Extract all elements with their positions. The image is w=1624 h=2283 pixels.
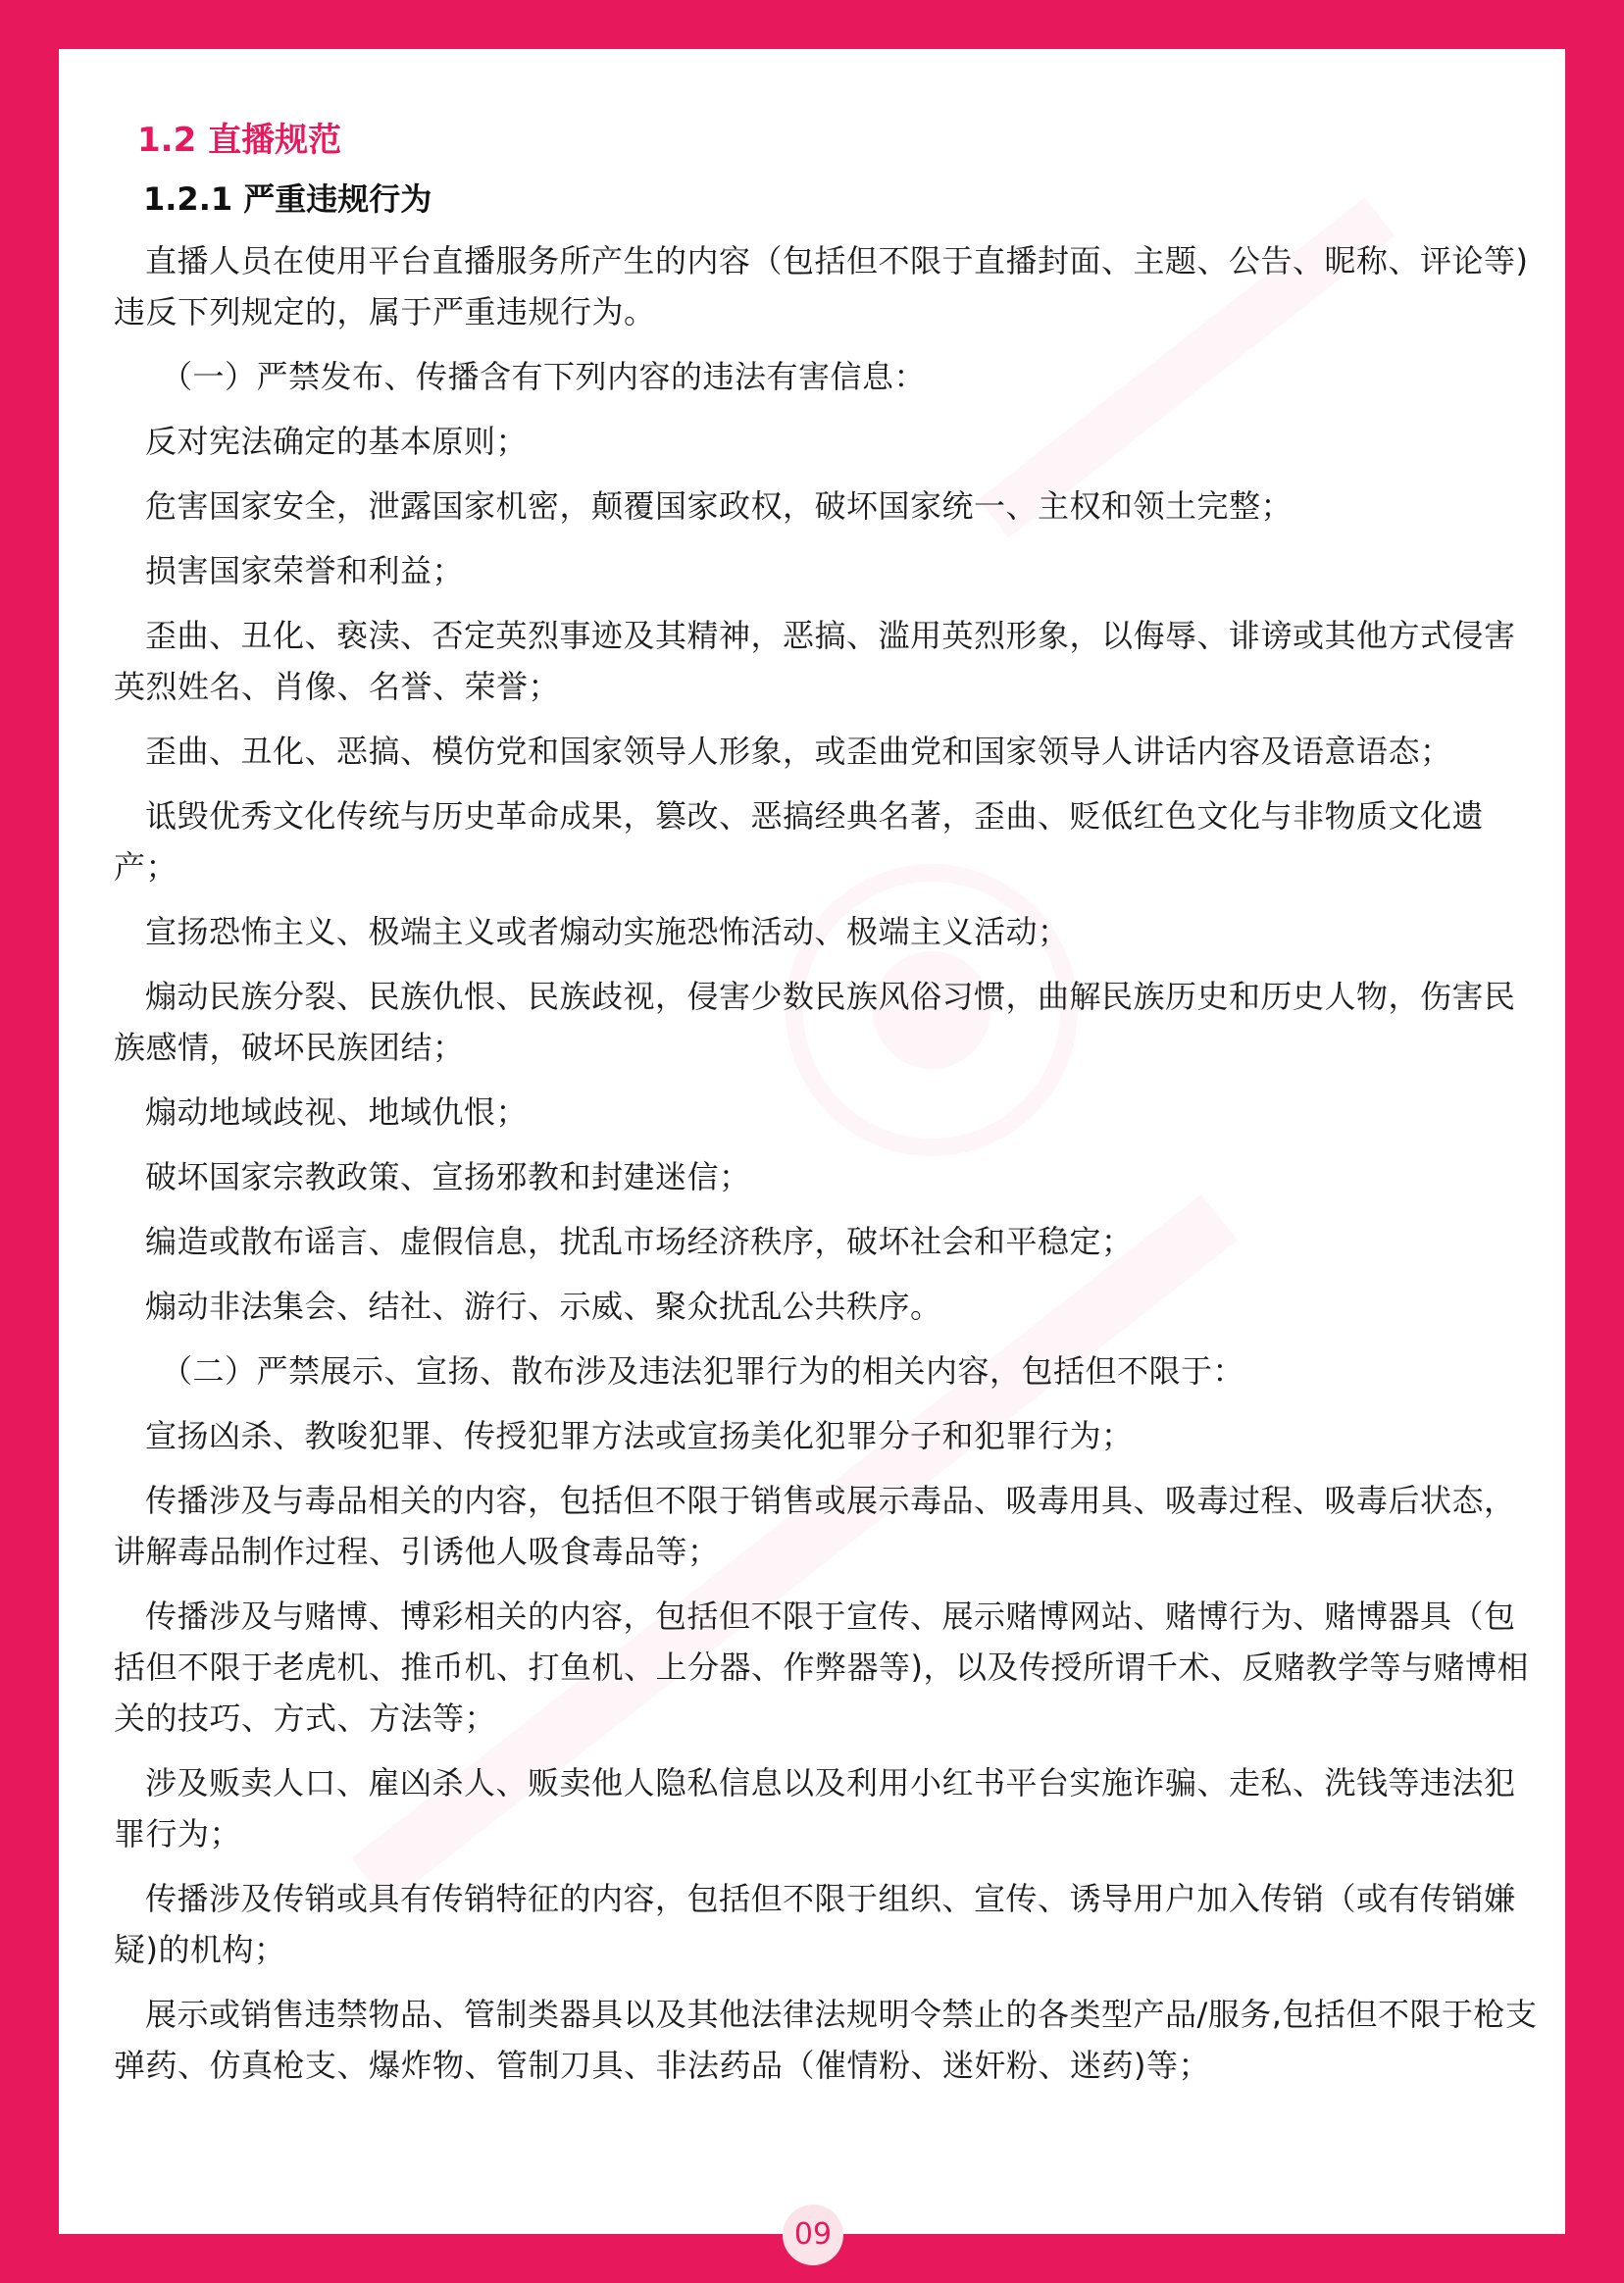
paragraph: 宣扬恐怖主义、极端主义或者煽动实施恐怖活动、极端主义活动； — [145, 912, 1070, 950]
section-heading: 1.2 直播规范 — [137, 121, 342, 160]
paragraph: 煽动地域歧视、地域仇恨； — [145, 1092, 529, 1131]
paragraph: 煽动民族分裂、民族仇恨、民族歧视，侵害少数民族风俗习惯，曲解民族历史和历史人物，伤害民族感情，破坏民族团结； — [114, 977, 1516, 1066]
page-number: 09 — [783, 2205, 843, 2265]
subsection-heading: 1.2.1 严重违规行为 — [143, 180, 432, 219]
paragraph: 诋毁优秀文化传统与历史革命成果，篡改、恶搞经典名著，歪曲、贬低红色文化与非物质文化遗产； — [114, 796, 1485, 886]
paragraph: 宣扬凶杀、教唆犯罪、传授犯罪方法或宣扬美化犯罪分子和犯罪行为； — [145, 1416, 1134, 1454]
paragraph: 歪曲、丑化、亵渎、否定英烈事迹及其精神，恶搞、滥用英烈形象，以侮辱、诽谤或其他方式侵害英烈姓名、肖像、名誉、荣誉； — [114, 616, 1516, 705]
paragraph: 传播涉及与赌博、博彩相关的内容，包括但不限于宣传、展示赌博网站、赌博行为、赌博器具（包括但不限于老虎机、推币机、打鱼机、上分器、作弊器等)，以及传授所谓千术、反赌教学等与赌博相关的技巧、方式、方法等； — [114, 1597, 1529, 1737]
paragraph: 危害国家安全，泄露国家机密，颠覆国家政权，破坏国家统一、主权和领土完整； — [145, 486, 1294, 525]
paragraph: 直播人员在使用平台直播服务所产生的内容（包括但不限于直播封面、主题、公告、昵称、评论等)违反下列规定的，属于严重违规行为。 — [114, 241, 1529, 330]
document-content — [114, 114, 1546, 2105]
paragraph: 展示或销售违禁物品、管制类器具以及其他法律法规明令禁止的各类型产品/服务,包括但不限于枪支弹药、仿真枪支、爆炸物、管制刀具、非法药品（催情粉、迷奸粉、迷药)等； — [114, 1995, 1538, 2084]
paragraph: 煽动非法集会、结社、游行、示威、聚众扰乱公共秩序。 — [145, 1287, 942, 1325]
paragraph: 传播涉及传销或具有传销特征的内容，包括但不限于组织、宣传、诱导用户加入传销（或有传销嫌疑)的机构； — [114, 1879, 1516, 1968]
paragraph: 歪曲、丑化、恶搞、模仿党和国家领导人形象，或歪曲党和国家领导人讲话内容及语意语态； — [145, 732, 1452, 770]
document-page — [59, 49, 1565, 2234]
list-heading: （二）严禁展示、宣扬、散布涉及违法犯罪行为的相关内容，包括但不限于： — [161, 1351, 1245, 1390]
list-heading: （一）严禁发布、传播含有下列内容的违法有害信息： — [161, 357, 927, 395]
paragraph: 传播涉及与毒品相关的内容，包括但不限于销售或展示毒品、吸毒用具、吸毒过程、吸毒后状态，讲解毒品制作过程、引诱他人吸食毒品等； — [114, 1481, 1516, 1570]
paragraph: 损害国家荣誉和利益； — [145, 551, 465, 589]
paragraph: 破坏国家宗教政策、宣扬邪教和封建迷信； — [145, 1157, 751, 1195]
paragraph: 编造或散布谣言、虚假信息，扰乱市场经济秩序，破坏社会和平稳定； — [145, 1222, 1134, 1260]
paragraph-list — [114, 235, 1546, 2091]
paragraph: 反对宪法确定的基本原则； — [145, 422, 529, 460]
paragraph: 涉及贩卖人口、雇凶杀人、贩卖他人隐私信息以及利用小红书平台实施诈骗、走私、洗钱等违法犯罪行为； — [114, 1763, 1516, 1852]
